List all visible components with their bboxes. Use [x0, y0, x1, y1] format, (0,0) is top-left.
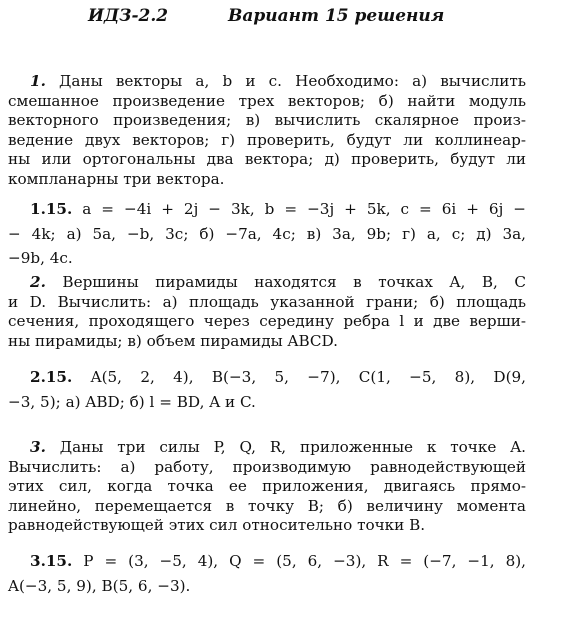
problem-2-line-1: 2. Вершины пирамиды находятся в точках A, B, C: [30, 273, 526, 291]
problem-1-line-3: векторного произведения; в) вычислить скалярное произ-: [8, 111, 526, 129]
problem-2-variant: [8, 368, 526, 417]
problem-1-number: 1.: [30, 72, 46, 90]
problem-3-line-2: Вычислить: а) работу, производимую равнодействующей: [8, 457, 526, 476]
problem-1-variant-number: 1.15.: [30, 200, 73, 218]
problem-1-line-5: ны или ортогональны два вектора; д) проверить, будут ли: [8, 150, 526, 168]
problem-3-variant-number: 3.15.: [30, 552, 73, 570]
problem-2-statement: [8, 273, 526, 351]
problem-1-variant-line-2: − 4k; а) 5a, −b, 3c; б) −7a, 4c; в) 3a, 9b; г) a, c; д) 3a,: [8, 224, 526, 243]
problem-2-variant-line-1: 2.15. A(5, 2, 4), B(−3, 5, −7), C(1, −5, 8), D(9,: [30, 368, 526, 386]
problem-2-line-4: ны пирамиды; в) объем пирамиды ABCD.: [8, 331, 338, 350]
problem-1-variant-line-1: 1.15. a = −4i + 2j − 3k, b = −3j + 5k, c = 6i + 6j −: [30, 200, 526, 218]
problem-1-line-1: 1. Даны векторы a, b и c. Необходимо: а) вычислить: [30, 72, 527, 90]
problem-3-line-5: равнодействующей этих сил относительно точки B.: [8, 516, 426, 534]
document-title: ИДЗ-2.2: [88, 6, 169, 26]
problem-3-line-3: этих сил, когда точка ее приложения, двигаясь прямо-: [8, 477, 526, 495]
problem-3-line-4: линейно, перемещается в точку B; б) величину момента: [8, 496, 526, 515]
problem-1-line-6: компланарны три вектора.: [8, 169, 225, 188]
problem-1-variant: [8, 200, 526, 274]
problem-2-variant-number: 2.15.: [30, 368, 73, 386]
problem-2-variant-line-2: −3, 5); а) ABD; б) l = BD, A и C.: [8, 392, 256, 411]
problem-1-line-2: смешанное произведение трех векторов; б) найти модуль: [8, 91, 526, 110]
problem-2-line-2: и D. Вычислить: а) площадь указанной грани; б) площадь: [8, 292, 526, 311]
problem-2-number: 2.: [30, 273, 46, 291]
variant-heading: Вариант 15 решения: [228, 6, 445, 26]
problem-3-variant-line-1: 3.15. P = (3, −5, 4), Q = (5, 6, −3), R = (−7, −1, 8),: [30, 552, 526, 570]
problem-1-line-4: ведение двух векторов; г) проверить, будут ли коллинеар-: [8, 130, 526, 149]
problem-1-variant-line-3: −9b, 4c.: [8, 249, 73, 267]
problem-3-variant-line-2: A(−3, 5, 9), B(5, 6, −3).: [8, 576, 191, 595]
problem-2-line-3: сечения, проходящего через середину ребра l и две верши-: [8, 312, 526, 330]
problem-3-line-1: 3. Даны три силы P, Q, R, приложенные к точке A.: [30, 438, 527, 456]
problem-3-variant: [8, 552, 526, 601]
problem-1-statement: [8, 72, 526, 189]
problem-3-statement: [8, 438, 526, 536]
problem-3-number: 3.: [30, 438, 46, 456]
